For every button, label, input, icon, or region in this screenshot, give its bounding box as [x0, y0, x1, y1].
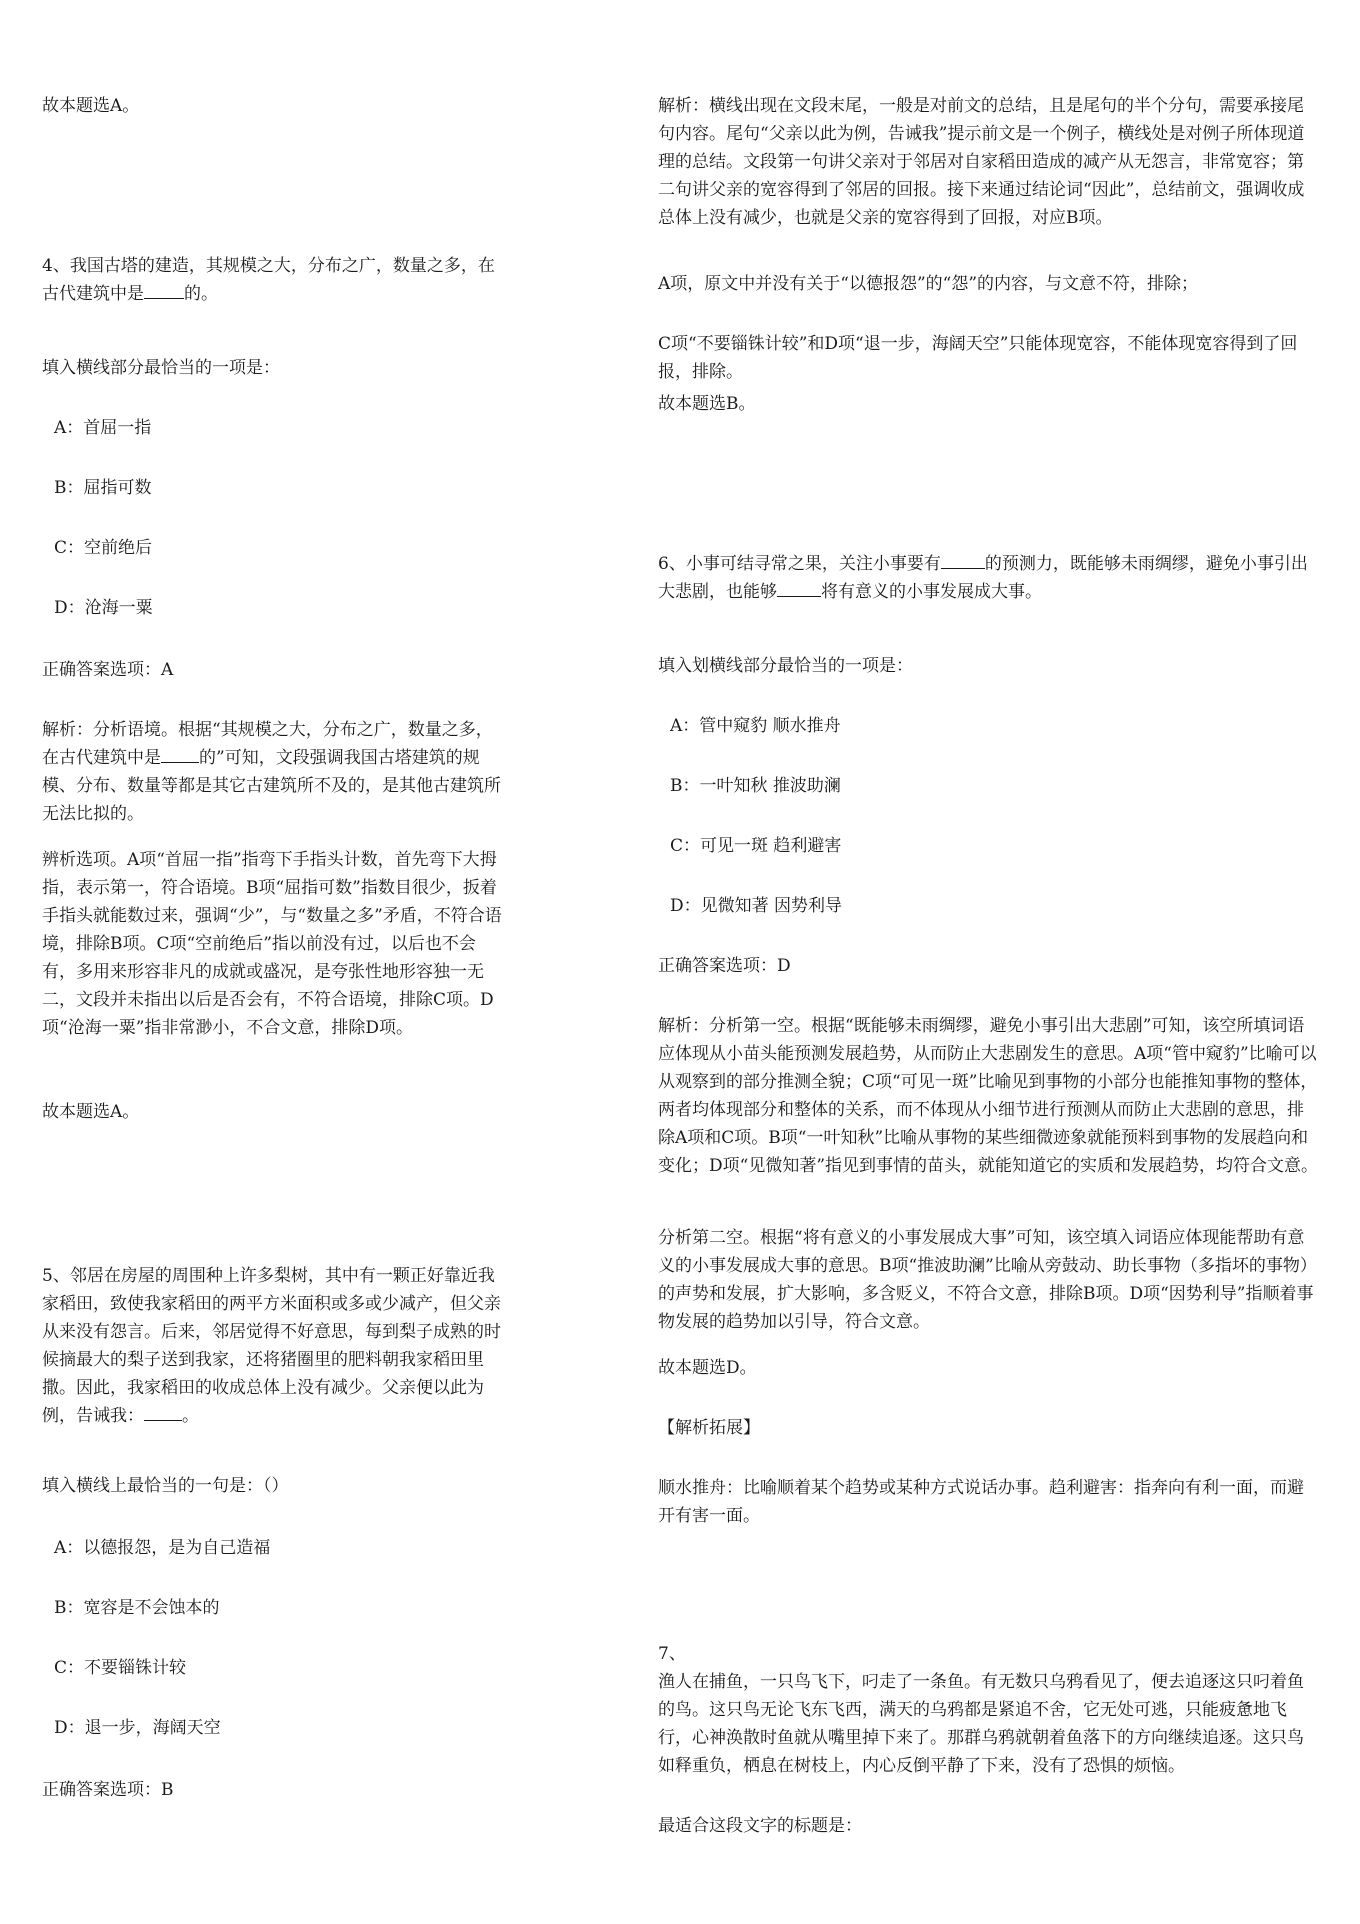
q6-conclusion: 故本题选D。: [658, 1358, 757, 1378]
q5-analysis-option-a: A项，原文中并没有关于“以德报怨”的“怨”的内容，与文意不符，排除；: [658, 274, 1199, 294]
q4-stem-text-2: 的。: [184, 284, 218, 304]
q6-analysis-blank-1: 解析：分析第一空。根据“既能够未雨绸缪，避免小事引出大悲剧”可知，该空所填词语应体现从小苗头能预测发展趋势，从而防止大悲剧发生的意思。A项“管中窥豹”比喻可以从观察到的部分推测全貌；C项“可见一斑”比喻见到事物的小部分也能推知事物的整体，两者均体现部分和整体的关系，而不体现从小细节进行预测从而防止大悲剧的意思，排除A项和C项。B项“一叶知秋”比喻从事物的某些细微迹象就能预料到事物的发展趋向和变化；D项“见微知著”指见到事情的苗头，就能知道它的实质和发展趋势，均符合文意。: [658, 1016, 1319, 1176]
q6-stem: [658, 550, 1318, 606]
q5-option-c: C：不要锱铢计较: [54, 1658, 187, 1678]
prev-question-conclusion: 故本题选A。: [42, 96, 140, 116]
q4-option-a: A：首屈一指: [54, 418, 152, 438]
q6-stem-blank-2: [777, 578, 821, 597]
q4-option-b: B：屈指可数: [54, 478, 152, 498]
q5-conclusion: 故本题选B。: [658, 394, 756, 414]
q7-number: 7、: [658, 1644, 686, 1664]
q5-stem-blank: [144, 1402, 182, 1421]
q5-option-b: B：宽容是不会蚀本的: [54, 1598, 220, 1618]
q4-answer: 正确答案选项：A: [42, 660, 174, 680]
q4-analysis: [42, 716, 502, 828]
q6-option-b: B：一叶知秋 推波助澜: [670, 776, 841, 796]
q5-option-a: A：以德报怨，是为自己造福: [54, 1538, 271, 1558]
q4-option-discrimination: 辨析选项。A项“首屈一指”指弯下手指头计数，首先弯下大拇指，表示第一，符合语境。B项“屈指可数”指数目很少，扳着手指头就能数过来，强调“少”，与“数量之多”矛盾，不符合语境，排除B项。C项“空前绝后”指以前没有过，以后也不会有，多用来形容非凡的成就或盛况，是夸张性地形容独一无二，文段并未指出以后是否会有，不符合语境，排除C项。D项“沧海一粟”指非常渺小，不合文意，排除D项。: [42, 850, 502, 1038]
q4-option-d: D：沧海一粟: [54, 598, 153, 618]
q5-stem: [42, 1262, 502, 1430]
q4-conclusion: 故本题选A。: [42, 1102, 140, 1122]
q6-expand-title: 【解析拓展】: [658, 1418, 760, 1438]
q4-stem-text-1: 4、我国古塔的建造，其规模之大，分布之广，数量之多，在古代建筑中是: [42, 256, 495, 304]
q4-stem-blank: [144, 280, 184, 299]
q6-stem-text-3: 将有意义的小事发展成大事。: [821, 582, 1042, 602]
q7-passage: 渔人在捕鱼，一只鸟飞下，叼走了一条鱼。有无数只乌鸦看见了，便去追逐这只叼着鱼的鸟。这只鸟无论飞东飞西，满天的乌鸦都是紧追不舍，它无处可逃，只能疲惫地飞行，心神涣散时鱼就从嘴里掉下来了。那群乌鸦就朝着鱼落下的方向继续追逐。这只鸟如释重负，栖息在树枝上，内心反倒平静了下来，没有了恐惧的烦恼。: [658, 1672, 1304, 1776]
q5-analysis: 解析：横线出现在文段末尾，一般是对前文的总结，且是尾句的半个分句，需要承接尾句内容。尾句“父亲以此为例，告诫我”提示前文是一个例子，横线处是对例子所体现道理的总结。文段第一句讲父亲对于邻居对自家稻田造成的减产从无怨言，非常宽容；第二句讲父亲的宽容得到了邻居的回报。接下来通过结论词“因此”，总结前文，强调收成总体上没有减少，也就是父亲的宽容得到了回报，对应B项。: [658, 96, 1305, 228]
q5-stem-text-2: 。: [182, 1406, 199, 1426]
q5-stem-text-1: 5、邻居在房屋的周围种上许多梨树，其中有一颗正好靠近我家稻田，致使我家稻田的两平方米面积或多或少减产，但父亲从来没有怨言。后来，邻居觉得不好意思，每到梨子成熟的时候摘最大的梨子送到我家，还将猪圈里的肥料朝我家稻田里撒。因此，我家稻田的收成总体上没有减少。父亲便以此为例，告诫我：: [42, 1266, 501, 1426]
q6-analysis-blank-2: 分析第二空。根据“将有意义的小事发展成大事”可知，该空填入词语应体现能帮助有意义的小事发展成大事的意思。B项“推波助澜”比喻从旁鼓动、助长事物（多指坏的事物）的声势和发展，扩大影响，多含贬义，不符合文意，排除B项。D项“因势利导”指顺着事物发展的趋势加以引导，符合文意。: [658, 1228, 1317, 1332]
q6-stem-text-2: 的预测力，既能够未雨绸缪，避免小事引出大悲剧，也能够: [658, 554, 1308, 602]
q6-prompt: 填入划横线部分最恰当的一项是：: [658, 656, 913, 676]
q4-analysis-text-1: 解析：分析语境。根据“其规模之大，分布之广，数量之多，在古代建筑中是: [42, 720, 493, 768]
q6-option-a: A：管中窥豹 顺水推舟: [670, 716, 841, 736]
q4-prompt: 填入横线部分最恰当的一项是：: [42, 358, 280, 378]
q6-expand-text: 顺水推舟：比喻顺着某个趋势或某种方式说话办事。趋利避害：指奔向有利一面，而避开有害一面。: [658, 1478, 1304, 1526]
q5-answer: 正确答案选项：B: [42, 1780, 174, 1800]
q7-prompt: 最适合这段文字的标题是：: [658, 1816, 862, 1836]
q4-stem: [42, 252, 502, 308]
q5-option-d: D：退一步，海阔天空: [54, 1718, 221, 1738]
q5-analysis-option-cd: C项“不要锱铢计较”和D项“退一步，海阔天空”只能体现宽容，不能体现宽容得到了回报，排除。: [658, 334, 1298, 382]
q6-stem-blank-1: [941, 550, 985, 569]
q4-analysis-blank: [161, 744, 199, 763]
q6-option-d: D：见微知著 因势利导: [670, 896, 843, 916]
q4-option-c: C：空前绝后: [54, 538, 153, 558]
q6-option-c: C：可见一斑 趋利避害: [670, 836, 842, 856]
q4-analysis-text-2: 的”可知，文段强调我国古塔建筑的规模、分布、数量等都是其它古建筑所不及的，是其他古建筑所无法比拟的。: [42, 748, 501, 824]
q6-answer: 正确答案选项：D: [658, 956, 791, 976]
q5-prompt: 填入横线上最恰当的一句是：（）: [42, 1476, 289, 1496]
q6-stem-text-1: 6、小事可结寻常之果，关注小事要有: [658, 554, 941, 574]
